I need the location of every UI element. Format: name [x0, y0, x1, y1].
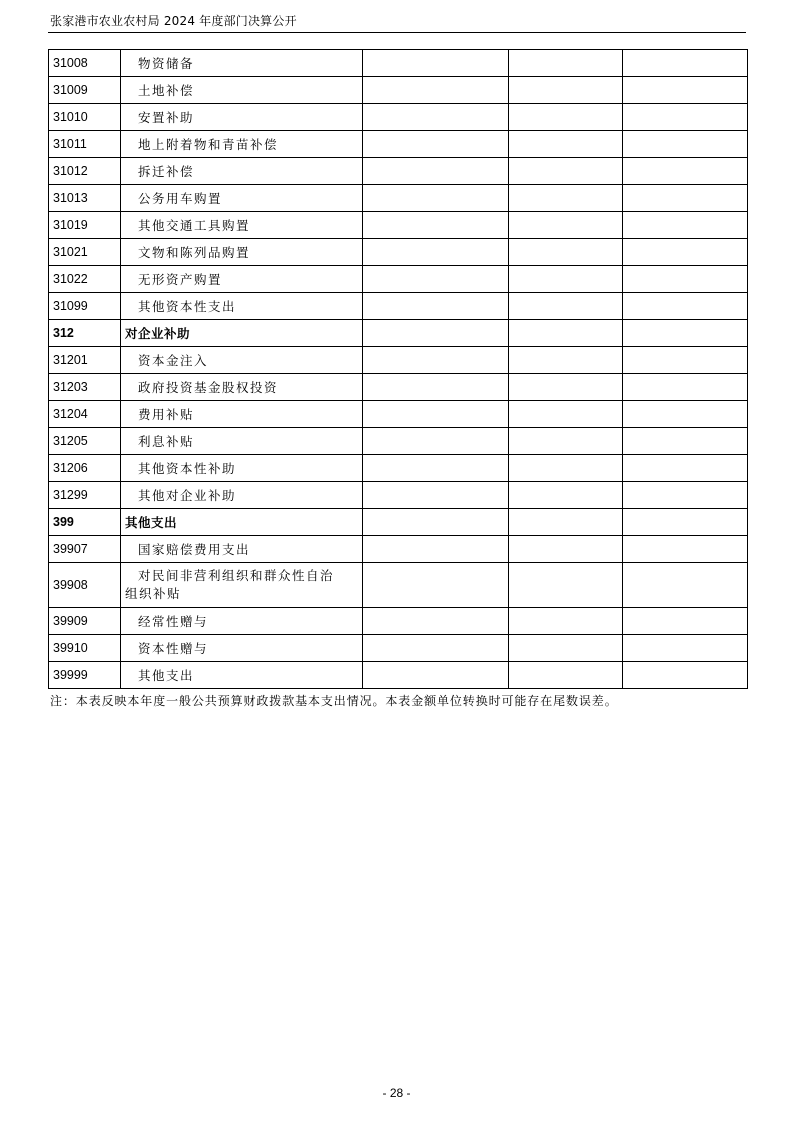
- item-name: 文物和陈列品购置: [138, 245, 251, 260]
- item-name: 其他支出: [138, 668, 195, 683]
- table-row: [49, 455, 748, 482]
- amount-cell: [509, 455, 623, 482]
- item-name-cell: [121, 662, 363, 689]
- amount-cell: [509, 428, 623, 455]
- economic-code-cell: 31201: [49, 347, 121, 374]
- table-group-row: [49, 509, 748, 536]
- amount-cell: [623, 239, 748, 266]
- amount-cell: [623, 563, 748, 608]
- table-footnote: 注：本表反映本年度一般公共预算财政拨款基本支出情况。本表金额单位转换时可能存在尾数误差。: [50, 694, 618, 708]
- amount-cell: [509, 608, 623, 635]
- item-name-cell: [121, 266, 363, 293]
- amount-cell: [509, 401, 623, 428]
- amount-cell: [623, 455, 748, 482]
- economic-code-cell: 31205: [49, 428, 121, 455]
- amount-cell: [623, 266, 748, 293]
- amount-cell: [623, 635, 748, 662]
- table-row: [49, 608, 748, 635]
- page-header-title: 张家港市农业农村局 2024 年度部门决算公开: [50, 14, 297, 28]
- item-name-line-2: 组织补贴: [125, 586, 182, 601]
- amount-cell: [623, 104, 748, 131]
- amount-cell: [363, 185, 509, 212]
- item-name: 利息补贴: [138, 434, 195, 449]
- item-name-cell: [121, 563, 363, 608]
- economic-code-cell: 39910: [49, 635, 121, 662]
- amount-cell: [509, 185, 623, 212]
- economic-code-cell: 31206: [49, 455, 121, 482]
- item-name: 安置补助: [138, 110, 195, 125]
- amount-cell: [509, 509, 623, 536]
- amount-cell: [363, 563, 509, 608]
- amount-cell: [509, 662, 623, 689]
- economic-code-cell: 39999: [49, 662, 121, 689]
- item-name-cell: [121, 536, 363, 563]
- table-row: [49, 635, 748, 662]
- header-divider: [48, 32, 746, 33]
- group-name-cell: 其他支出: [121, 509, 363, 536]
- item-name: 其他资本性支出: [138, 299, 237, 314]
- amount-cell: [509, 131, 623, 158]
- amount-cell: [509, 347, 623, 374]
- economic-code-cell: 31008: [49, 50, 121, 77]
- economic-code-cell: 31019: [49, 212, 121, 239]
- amount-cell: [623, 482, 748, 509]
- item-name-cell: [121, 401, 363, 428]
- item-name: 资本金注入: [138, 353, 209, 368]
- amount-cell: [623, 662, 748, 689]
- item-name: 其他资本性补助: [138, 461, 237, 476]
- item-name-cell: [121, 212, 363, 239]
- amount-cell: [509, 158, 623, 185]
- table-row: [49, 482, 748, 509]
- item-name: 地上附着物和青苗补偿: [138, 137, 279, 152]
- amount-cell: [363, 509, 509, 536]
- item-name-cell: [121, 104, 363, 131]
- amount-cell: [363, 536, 509, 563]
- amount-cell: [363, 635, 509, 662]
- expenditure-table: [48, 49, 748, 689]
- amount-cell: [509, 77, 623, 104]
- item-name: 政府投资基金股权投资: [138, 380, 279, 395]
- amount-cell: [363, 374, 509, 401]
- amount-cell: [363, 77, 509, 104]
- item-name-cell: [121, 158, 363, 185]
- group-code-cell: 312: [49, 320, 121, 347]
- amount-cell: [623, 185, 748, 212]
- amount-cell: [363, 482, 509, 509]
- amount-cell: [363, 428, 509, 455]
- amount-cell: [623, 293, 748, 320]
- item-name: 土地补偿: [138, 83, 195, 98]
- table-row: [49, 374, 748, 401]
- amount-cell: [363, 158, 509, 185]
- item-name: 物资储备: [138, 56, 195, 71]
- table-row: [49, 401, 748, 428]
- table-row: [49, 77, 748, 104]
- amount-cell: [509, 50, 623, 77]
- table-row: [49, 428, 748, 455]
- item-name: 其他交通工具购置: [138, 218, 251, 233]
- economic-code-cell: 31203: [49, 374, 121, 401]
- table-row: [49, 50, 748, 77]
- amount-cell: [363, 104, 509, 131]
- item-name-cell: [121, 482, 363, 509]
- amount-cell: [623, 509, 748, 536]
- item-name-cell: [121, 455, 363, 482]
- economic-code-cell: 31021: [49, 239, 121, 266]
- item-name-cell: [121, 50, 363, 77]
- table-row: [49, 158, 748, 185]
- item-name-line-1: 对民间非营利组织和群众性自治: [138, 568, 335, 583]
- economic-code-cell: 31012: [49, 158, 121, 185]
- item-name: 经常性赠与: [138, 614, 209, 629]
- economic-code-cell: 39908: [49, 563, 121, 608]
- table-row: [49, 131, 748, 158]
- amount-cell: [363, 320, 509, 347]
- item-name-cell: [121, 131, 363, 158]
- amount-cell: [509, 239, 623, 266]
- economic-code-cell: 31299: [49, 482, 121, 509]
- amount-cell: [623, 158, 748, 185]
- economic-code-cell: 31009: [49, 77, 121, 104]
- item-name-cell: [121, 347, 363, 374]
- amount-cell: [363, 50, 509, 77]
- item-name-cell: [121, 77, 363, 104]
- item-name: 其他对企业补助: [138, 488, 237, 503]
- table-row: [49, 239, 748, 266]
- item-name-cell: [121, 293, 363, 320]
- amount-cell: [509, 104, 623, 131]
- item-name-cell: [121, 608, 363, 635]
- table-row: [49, 293, 748, 320]
- amount-cell: [363, 239, 509, 266]
- item-name: 无形资产购置: [138, 272, 223, 287]
- amount-cell: [509, 482, 623, 509]
- amount-cell: [509, 635, 623, 662]
- amount-cell: [623, 401, 748, 428]
- economic-code-cell: 31022: [49, 266, 121, 293]
- table-row: [49, 347, 748, 374]
- amount-cell: [509, 563, 623, 608]
- amount-cell: [623, 347, 748, 374]
- amount-cell: [363, 212, 509, 239]
- amount-cell: [623, 212, 748, 239]
- amount-cell: [509, 320, 623, 347]
- amount-cell: [623, 608, 748, 635]
- amount-cell: [363, 266, 509, 293]
- table-row: [49, 563, 748, 608]
- amount-cell: [623, 131, 748, 158]
- amount-cell: [509, 266, 623, 293]
- amount-cell: [363, 455, 509, 482]
- amount-cell: [623, 428, 748, 455]
- economic-code-cell: 31204: [49, 401, 121, 428]
- table-row: [49, 185, 748, 212]
- item-name-cell: [121, 428, 363, 455]
- item-name-cell: [121, 635, 363, 662]
- page-number: - 28 -: [382, 1086, 411, 1100]
- amount-cell: [623, 77, 748, 104]
- amount-cell: [623, 320, 748, 347]
- table-row: [49, 662, 748, 689]
- amount-cell: [363, 293, 509, 320]
- economic-code-cell: 31011: [49, 131, 121, 158]
- table-row: [49, 536, 748, 563]
- amount-cell: [363, 401, 509, 428]
- item-name: 公务用车购置: [138, 191, 223, 206]
- economic-code-cell: 31013: [49, 185, 121, 212]
- item-name-cell: [121, 374, 363, 401]
- table-row: [49, 104, 748, 131]
- item-name-cell: [121, 239, 363, 266]
- economic-code-cell: 31099: [49, 293, 121, 320]
- economic-code-cell: 31010: [49, 104, 121, 131]
- group-code-cell: 399: [49, 509, 121, 536]
- item-name: 资本性赠与: [138, 641, 209, 656]
- item-name-cell: [121, 185, 363, 212]
- table-group-row: [49, 320, 748, 347]
- item-name: 费用补贴: [138, 407, 195, 422]
- amount-cell: [363, 131, 509, 158]
- economic-code-cell: 39909: [49, 608, 121, 635]
- economic-code-cell: 39907: [49, 536, 121, 563]
- item-name: 拆迁补偿: [138, 164, 195, 179]
- amount-cell: [623, 374, 748, 401]
- amount-cell: [623, 536, 748, 563]
- item-name: 国家赔偿费用支出: [138, 542, 251, 557]
- amount-cell: [363, 662, 509, 689]
- amount-cell: [509, 374, 623, 401]
- table-row: [49, 266, 748, 293]
- amount-cell: [623, 50, 748, 77]
- amount-cell: [509, 212, 623, 239]
- amount-cell: [509, 293, 623, 320]
- amount-cell: [509, 536, 623, 563]
- amount-cell: [363, 608, 509, 635]
- amount-cell: [363, 347, 509, 374]
- table-row: [49, 212, 748, 239]
- group-name-cell: 对企业补助: [121, 320, 363, 347]
